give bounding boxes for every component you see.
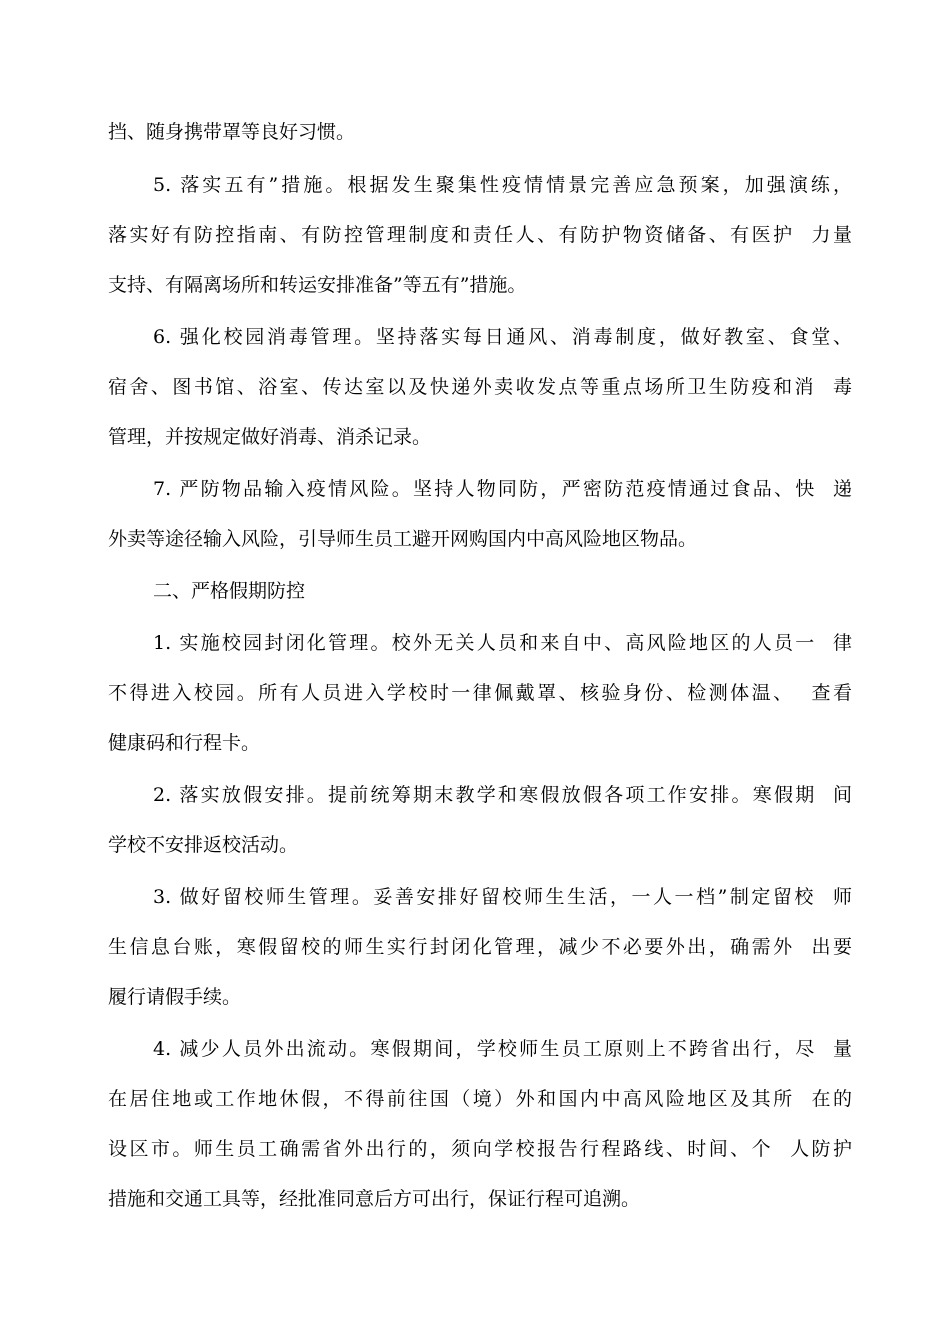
text-line: 落实好有防控指南、有防控管理制度和责任人、有防护物资储备、有医护 力量: [108, 224, 852, 246]
text-line: 措施和交通工具等，经批准同意后方可出行，保证行程可追溯。: [108, 1188, 641, 1210]
text-line: 外卖等途径输入风险，引导师生员工避开网购国内中高风险地区物品。: [108, 528, 698, 550]
text-line: 支持、有隔离场所和转运安排准备”等五有”措施。: [108, 274, 527, 296]
text-line: 1. 实施校园封闭化管理。校外无关人员和来自中、高风险地区的人员一 律: [153, 632, 852, 654]
text-line: 健康码和行程卡。: [108, 732, 261, 754]
section-heading: 二、严格假期防控: [153, 580, 306, 602]
text-line: 6. 强化校园消毒管理。坚持落实每日通风、消毒制度，做好教室、食堂、: [153, 326, 852, 348]
text-line: 3. 做好留校师生管理。妥善安排好留校师生生活，一人一档”制定留校 师: [153, 886, 852, 908]
text-line: 在居住地或工作地休假，不得前往国（境）外和国内中高风险地区及其所 在的: [108, 1088, 852, 1110]
text-line: 管理，并按规定做好消毒、消杀记录。: [108, 426, 432, 448]
text-line: 学校不安排返校活动。: [108, 834, 299, 856]
text-line: 履行请假手续。: [108, 986, 242, 1008]
text-line: 4. 减少人员外出流动。寒假期间，学校师生员工原则上不跨省出行，尽 量: [153, 1038, 852, 1060]
text-line: 设区市。师生员工确需省外出行的，须向学校报告行程路线、时间、个 人防护: [108, 1138, 852, 1160]
text-line: 不得进入校园。所有人员进入学校时一律佩戴罩、核验身份、检测体温、 查看: [108, 682, 852, 704]
text-line: 2. 落实放假安排。提前统筹期末教学和寒假放假各项工作安排。寒假期 间: [153, 784, 852, 806]
text-line: 挡、随身携带罩等良好习惯。: [108, 121, 356, 143]
text-line: 5. 落实五有”措施。根据发生聚集性疫情情景完善应急预案，加强演练，: [153, 174, 852, 196]
text-line: 7. 严防物品输入疫情风险。坚持人物同防，严密防范疫情通过食品、快 递: [153, 478, 852, 500]
text-line: 生信息台账，寒假留校的师生实行封闭化管理，减少不必要外出，确需外 出要: [108, 936, 852, 958]
text-line: 宿舍、图书馆、浴室、传达室以及快递外卖收发点等重点场所卫生防疫和消 毒: [108, 376, 852, 398]
